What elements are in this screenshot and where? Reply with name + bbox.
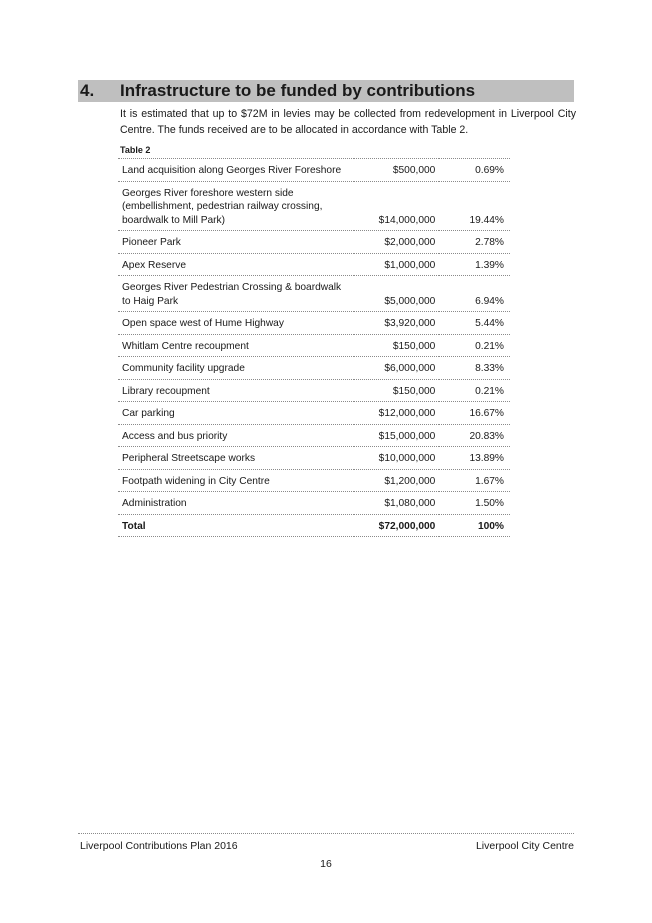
table-cell-amount: $3,920,000 bbox=[354, 312, 439, 335]
table-cell-percent: 13.89% bbox=[439, 447, 510, 470]
table-cell-percent: 100% bbox=[439, 514, 510, 537]
table-cell-percent: 16.67% bbox=[439, 402, 510, 425]
table-row bbox=[118, 424, 510, 447]
table-row bbox=[118, 334, 510, 357]
footer-location: Liverpool City Centre bbox=[475, 840, 574, 852]
table-row bbox=[118, 402, 510, 425]
table-cell-percent: 0.21% bbox=[439, 334, 510, 357]
table-row bbox=[118, 312, 510, 335]
table-cell-percent: 8.33% bbox=[439, 357, 510, 380]
table-cell-item: Total bbox=[118, 514, 354, 537]
table-cell-amount: $2,000,000 bbox=[354, 231, 439, 254]
section-title: Infrastructure to be funded by contributions bbox=[120, 81, 476, 100]
table-cell-item: Land acquisition along Georges River Foreshore bbox=[118, 159, 354, 182]
table-cell-amount: $1,000,000 bbox=[354, 253, 439, 276]
table-cell-item: Footpath widening in City Centre bbox=[118, 469, 354, 492]
table-cell-amount: $5,000,000 bbox=[354, 276, 439, 312]
table-cell-percent: 20.83% bbox=[439, 424, 510, 447]
table-cell-amount: $10,000,000 bbox=[354, 447, 439, 470]
footer-document-title: Liverpool Contributions Plan 2016 bbox=[80, 840, 238, 852]
table-row bbox=[118, 492, 510, 515]
table-cell-percent: 0.69% bbox=[439, 159, 510, 182]
table-row bbox=[118, 181, 510, 231]
table-cell-percent: 1.50% bbox=[439, 492, 510, 515]
funding-table bbox=[118, 158, 510, 537]
table-row bbox=[118, 276, 510, 312]
table-cell-percent: 0.21% bbox=[439, 379, 510, 402]
table-row bbox=[118, 357, 510, 380]
table-cell-item: Pioneer Park bbox=[118, 231, 354, 254]
table-cell-amount: $15,000,000 bbox=[354, 424, 439, 447]
table-row bbox=[118, 159, 510, 182]
table-cell-percent: 19.44% bbox=[439, 181, 510, 231]
table-cell-item: Car parking bbox=[118, 402, 354, 425]
table-cell-item: Access and bus priority bbox=[118, 424, 354, 447]
table-cell-percent: 1.39% bbox=[439, 253, 510, 276]
intro-paragraph: It is estimated that up to $72M in levies may be collected from redevelopment in Liverpool City Centre. The funds received are to be allocated in accordance with Table 2. bbox=[120, 108, 576, 136]
table-cell-amount: $1,200,000 bbox=[354, 469, 439, 492]
table-cell-item: Library recoupment bbox=[118, 379, 354, 402]
section-number: 4. bbox=[80, 81, 95, 100]
table-cell-amount: $1,080,000 bbox=[354, 492, 439, 515]
table-cell-amount: $14,000,000 bbox=[354, 181, 439, 231]
table-cell-amount: $150,000 bbox=[354, 379, 439, 402]
table-cell-item: Community facility upgrade bbox=[118, 357, 354, 380]
table-total-row bbox=[118, 514, 510, 537]
table-row bbox=[118, 447, 510, 470]
table-cell-percent: 2.78% bbox=[439, 231, 510, 254]
table-cell-amount: $6,000,000 bbox=[354, 357, 439, 380]
table-cell-percent: 1.67% bbox=[439, 469, 510, 492]
table-cell-item: Apex Reserve bbox=[118, 253, 354, 276]
table-row bbox=[118, 379, 510, 402]
table-row bbox=[118, 231, 510, 254]
footer-divider bbox=[78, 833, 574, 834]
page-number: 16 bbox=[320, 858, 332, 870]
table-cell-item: Peripheral Streetscape works bbox=[118, 447, 354, 470]
table-cell-item: Georges River foreshore western side (embellishment, pedestrian railway crossing, boardwalk to Mill Park) bbox=[118, 181, 354, 231]
table-cell-amount: $500,000 bbox=[354, 159, 439, 182]
table-cell-amount: $150,000 bbox=[354, 334, 439, 357]
table-cell-item: Whitlam Centre recoupment bbox=[118, 334, 354, 357]
table-cell-amount: $12,000,000 bbox=[354, 402, 439, 425]
table-cell-percent: 6.94% bbox=[439, 276, 510, 312]
table-row bbox=[118, 253, 510, 276]
table-cell-amount: $72,000,000 bbox=[354, 514, 439, 537]
table-cell-percent: 5.44% bbox=[439, 312, 510, 335]
table-cell-item: Georges River Pedestrian Crossing & boardwalk to Haig Park bbox=[118, 276, 354, 312]
table-label: Table 2 bbox=[120, 145, 151, 155]
table-row bbox=[118, 469, 510, 492]
table-cell-item: Open space west of Hume Highway bbox=[118, 312, 354, 335]
table-cell-item: Administration bbox=[118, 492, 354, 515]
